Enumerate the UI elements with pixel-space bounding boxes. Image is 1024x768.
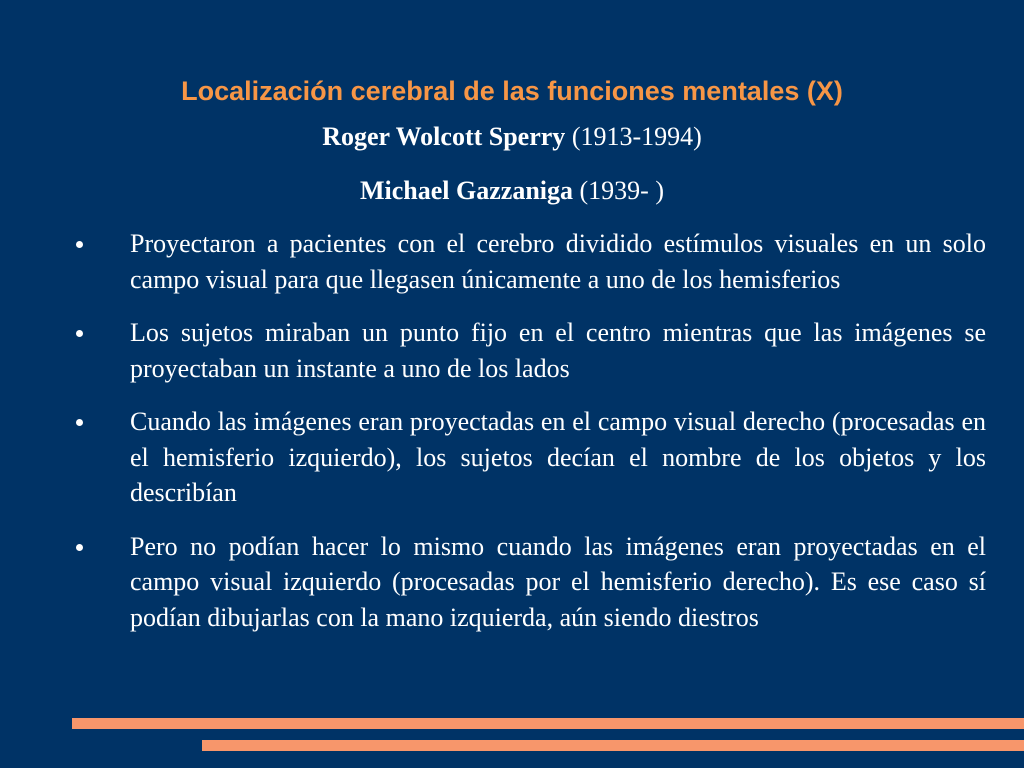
author-dates: (1939- ) bbox=[579, 176, 664, 205]
author-line-gazzaniga bbox=[0, 174, 1024, 208]
bullet-dot-icon bbox=[76, 419, 83, 426]
author-name: Roger Wolcott Sperry bbox=[322, 122, 566, 151]
bullet-dot-icon bbox=[76, 330, 83, 337]
bullet-text: Cuando las imágenes eran proyectadas en el campo visual derecho (procesadas en el hemisferio izquierdo), los sujetos decían el nombre de los objetos y los describían bbox=[130, 407, 986, 507]
bullet-text: Proyectaron a pacientes con el cerebro dividido estímulos visuales en un solo campo visual para que llegasen únicamente a uno de los hemisferios bbox=[130, 229, 986, 294]
bullet-item bbox=[70, 529, 986, 636]
author-dates: (1913-1994) bbox=[571, 122, 702, 151]
author-line-sperry bbox=[0, 120, 1024, 154]
bullet-item bbox=[70, 226, 986, 297]
bullet-item bbox=[70, 404, 986, 511]
bullet-text: Pero no podían hacer lo mismo cuando las imágenes eran proyectadas en el campo visual izquierdo (procesadas por el hemisferio derecho). Es ese caso sí podían dibujarlas con la mano izquierda, aún siendo diestros bbox=[130, 531, 986, 632]
author-name: Michael Gazzaniga bbox=[360, 176, 574, 205]
bullet-list bbox=[70, 226, 986, 653]
bullet-dot-icon bbox=[76, 544, 83, 551]
bullet-text: Los sujetos miraban un punto fijo en el centro mientras que las imágenes se proyectaban un instante a uno de los lados bbox=[130, 318, 986, 383]
bullet-dot-icon bbox=[76, 241, 83, 248]
slide-title: Localización cerebral de las funciones mentales (X) bbox=[181, 76, 843, 106]
decorative-stripe-bottom bbox=[202, 740, 1024, 751]
decorative-stripe-top bbox=[72, 718, 1024, 729]
bullet-item bbox=[70, 315, 986, 386]
